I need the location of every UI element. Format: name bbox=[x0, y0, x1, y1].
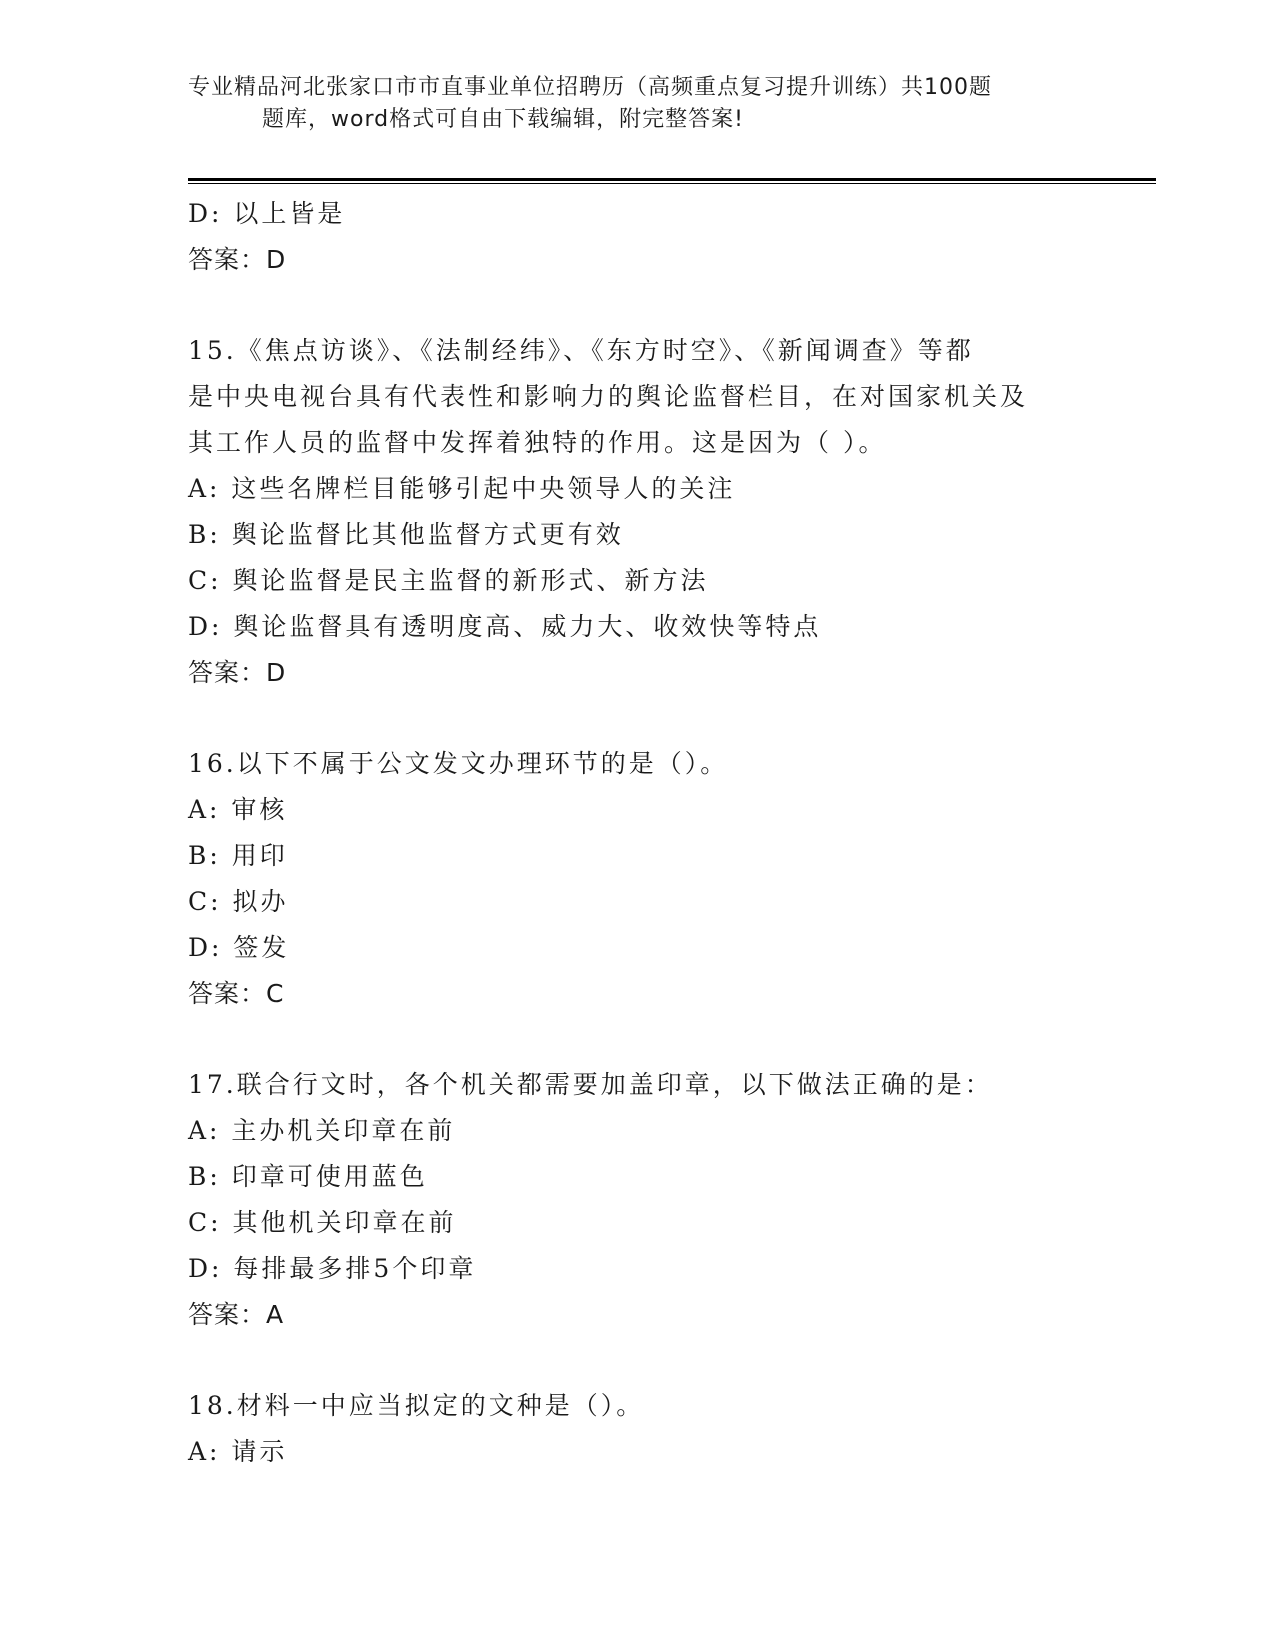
q15-option-c: C: 舆论监督是民主监督的新形式、新方法 bbox=[188, 566, 709, 595]
q16-option-b: B: 用印 bbox=[188, 841, 288, 870]
q15-stem-line1: 15.《焦点访谈》、《法制经纬》、《东方时空》、《新闻调查》等都 bbox=[188, 336, 974, 365]
q15-option-d: D: 舆论监督具有透明度高、威力大、收效快等特点 bbox=[188, 612, 822, 641]
q17-stem: 17.联合行文时，各个机关都需要加盖印章，以下做法正确的是： bbox=[188, 1070, 993, 1099]
spacer bbox=[188, 696, 1088, 741]
document-body bbox=[188, 191, 1088, 1475]
q17-answer: 答案：A bbox=[188, 1300, 285, 1329]
q16-option-a: A: 审核 bbox=[188, 795, 288, 824]
spacer bbox=[188, 1338, 1088, 1383]
q16-option-d: D: 签发 bbox=[188, 933, 290, 962]
q18-stem: 18.材料一中应当拟定的文种是（）。 bbox=[188, 1391, 645, 1420]
prev-answer: 答案：D bbox=[188, 245, 287, 274]
q15-option-b: B: 舆论监督比其他监督方式更有效 bbox=[188, 520, 624, 549]
q17-option-b: B: 印章可使用蓝色 bbox=[188, 1162, 428, 1191]
header-divider-thick bbox=[188, 178, 1156, 181]
q17-option-c: C: 其他机关印章在前 bbox=[188, 1208, 457, 1237]
header-title-line2: 题库，word格式可自由下载编辑，附完整答案! bbox=[262, 107, 744, 132]
q18-option-a: A: 请示 bbox=[188, 1437, 288, 1466]
q15-stem-line3: 其工作人员的监督中发挥着独特的作用。这是因为（ ）。 bbox=[188, 428, 887, 457]
page-header bbox=[188, 72, 1088, 136]
q16-stem: 16.以下不属于公文发文办理环节的是（）。 bbox=[188, 749, 729, 778]
spacer bbox=[188, 283, 1088, 328]
q15-stem-line2: 是中央电视台具有代表性和影响力的舆论监督栏目，在对国家机关及 bbox=[188, 382, 1029, 411]
q15-answer: 答案：D bbox=[188, 658, 287, 687]
spacer bbox=[188, 1017, 1088, 1062]
q15-option-a: A: 这些名牌栏目能够引起中央领导人的关注 bbox=[188, 474, 736, 503]
prev-option-d: D: 以上皆是 bbox=[188, 199, 346, 228]
q16-answer: 答案：C bbox=[188, 979, 285, 1008]
header-title-line1: 专业精品河北张家口市市直事业单位招聘历（高频重点复习提升训练）共100题 bbox=[188, 75, 992, 100]
q16-option-c: C: 拟办 bbox=[188, 887, 289, 916]
header-divider-thin bbox=[188, 183, 1156, 184]
q17-option-a: A: 主办机关印章在前 bbox=[188, 1116, 456, 1145]
q17-option-d: D: 每排最多排5个印章 bbox=[188, 1254, 477, 1283]
